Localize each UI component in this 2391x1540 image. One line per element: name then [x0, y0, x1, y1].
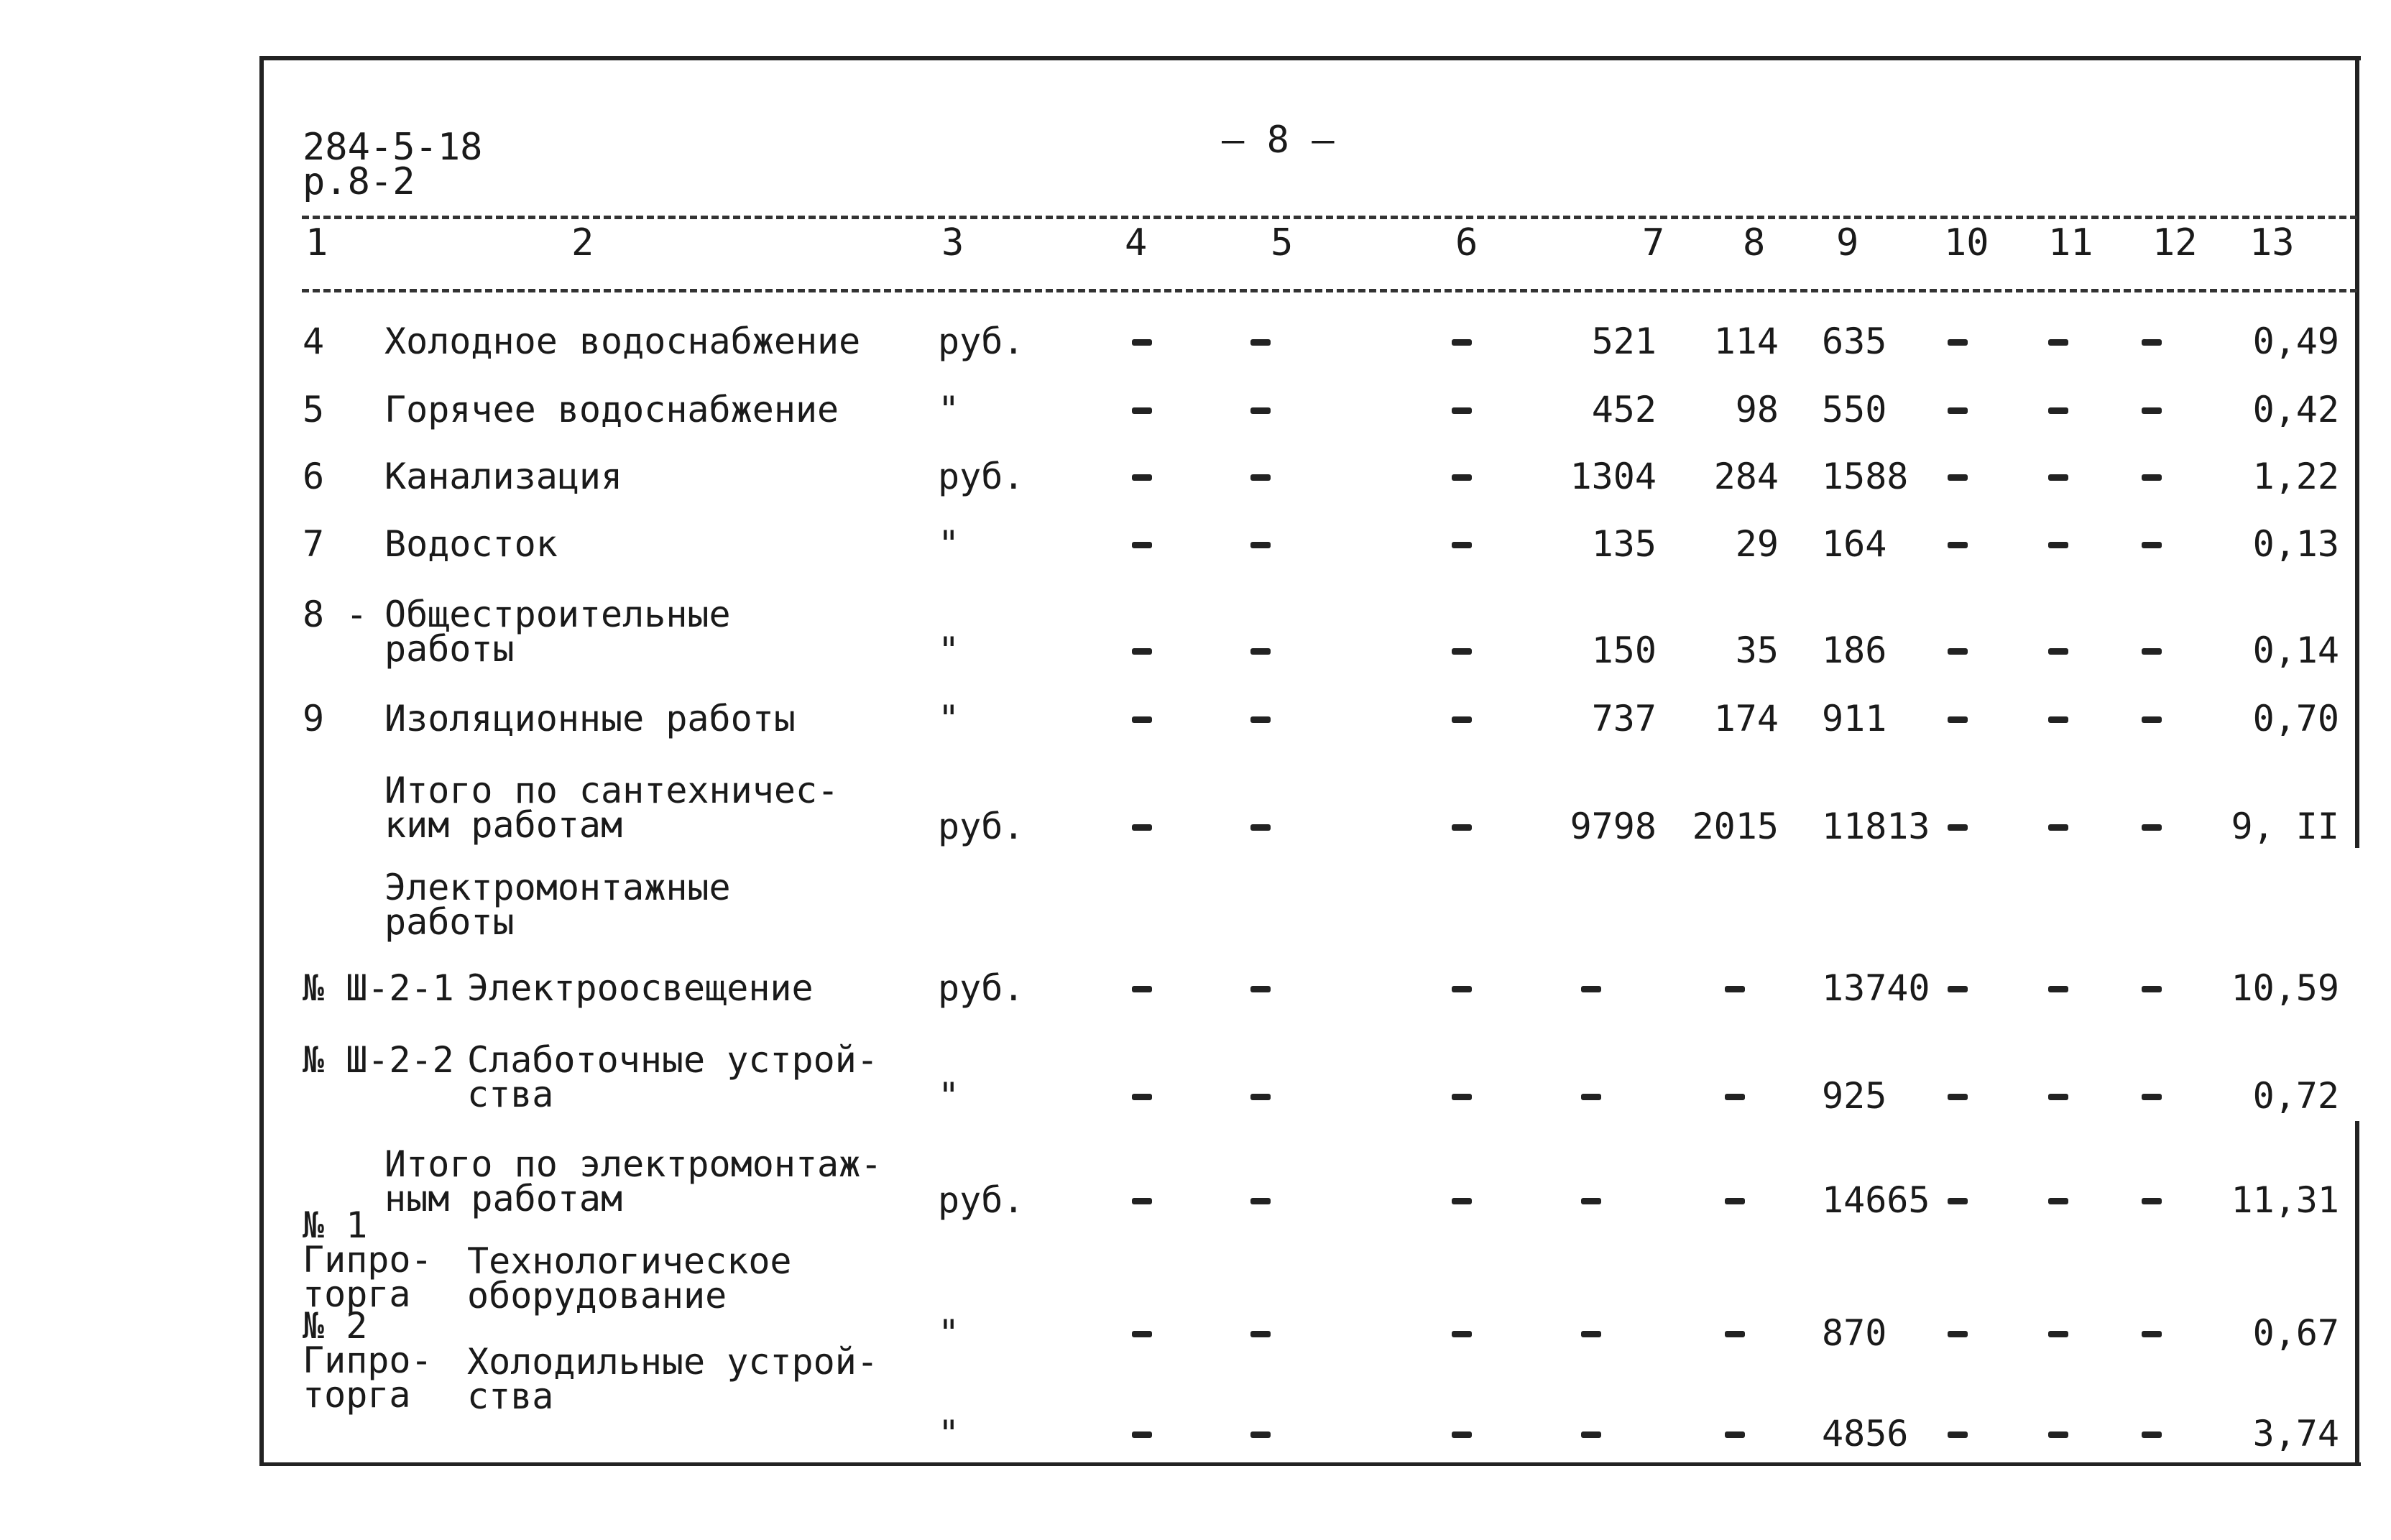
cell-unit: руб.	[938, 456, 1025, 497]
row-number: 8 -	[303, 594, 368, 635]
cell-c9: 635	[1822, 321, 1887, 362]
column-header-1: 1	[305, 221, 328, 264]
row-name: оборудование	[467, 1275, 727, 1317]
cell-unit: "	[938, 389, 960, 430]
cell-unit: "	[938, 1413, 960, 1454]
row-name: ства	[467, 1074, 554, 1115]
dash-mark-c4	[1132, 1094, 1152, 1100]
cell-c9: 4856	[1822, 1413, 1909, 1454]
dash-mark-c6	[1452, 986, 1472, 992]
cell-unit: руб.	[938, 1179, 1025, 1221]
row-name: Горячее водоснабжение	[384, 389, 839, 430]
dash-mark-c4	[1132, 986, 1152, 992]
cell-c7: 737	[1591, 698, 1657, 739]
dash-mark-c5	[1250, 1198, 1271, 1204]
row-name: ства	[467, 1375, 554, 1417]
dash-mark-c4	[1132, 716, 1152, 723]
row-number: 7	[303, 523, 325, 565]
column-header-3: 3	[941, 221, 964, 264]
row-number: торга	[303, 1273, 411, 1315]
dash-mark-c10	[1948, 986, 1968, 992]
dash-mark-c7	[1581, 986, 1601, 992]
row-name: Электроосвещение	[467, 967, 814, 1009]
row-number: № Ш-2-1	[303, 967, 454, 1009]
column-header-8: 8	[1743, 221, 1766, 264]
cell-unit: "	[938, 630, 960, 671]
row-number: 6	[303, 456, 325, 497]
row-number: 4	[303, 321, 325, 362]
cell-c13: 0,13	[2252, 523, 2339, 565]
cell-c7: 150	[1591, 630, 1657, 671]
dash-mark-c8	[1725, 1331, 1745, 1337]
cell-c13: 0,42	[2252, 389, 2339, 430]
dash-mark-c7	[1581, 1094, 1601, 1100]
dash-mark-c5	[1250, 339, 1271, 346]
row-number: торга	[303, 1374, 411, 1416]
row-number: № 2	[303, 1305, 368, 1347]
dash-mark-c5	[1250, 1094, 1271, 1100]
dash-mark-c7	[1581, 1331, 1601, 1337]
row-number: № 1	[303, 1204, 368, 1246]
dash-mark-c5	[1250, 1331, 1271, 1337]
dash-mark-c4	[1132, 824, 1152, 831]
cell-c9: 14665	[1822, 1179, 1930, 1221]
cell-c13: 3,74	[2252, 1413, 2339, 1454]
cell-c13: 9, II	[2231, 806, 2339, 847]
row-name: Итого по сантехничес-	[384, 770, 839, 811]
cell-c7: 521	[1591, 321, 1657, 362]
column-header-5: 5	[1271, 221, 1294, 264]
dash-mark-c4	[1132, 474, 1152, 481]
cell-c13: 10,59	[2231, 967, 2339, 1009]
row-name: Технологическое	[467, 1240, 792, 1282]
column-header-9: 9	[1836, 221, 1859, 264]
column-header-4: 4	[1125, 221, 1148, 264]
dash-mark-c4	[1132, 542, 1152, 548]
row-name: Изоляционные работы	[384, 698, 796, 739]
cell-c8: 114	[1713, 321, 1779, 362]
column-header-13: 13	[2249, 221, 2295, 264]
dash-mark-c5	[1250, 716, 1271, 723]
dash-mark-c4	[1132, 407, 1152, 414]
row-name: работы	[384, 901, 515, 943]
dash-mark-c5	[1250, 1431, 1271, 1438]
row-name: ным работам	[384, 1178, 623, 1219]
row-name: работы	[384, 628, 515, 670]
column-header-11: 11	[2048, 221, 2093, 264]
dash-mark-c6	[1452, 1198, 1472, 1204]
cell-c8: 2015	[1692, 806, 1779, 847]
dash-mark-c5	[1250, 648, 1271, 655]
dash-mark-c8	[1725, 986, 1745, 992]
header-rule-top	[302, 216, 2357, 219]
dash-mark-c4	[1132, 1431, 1152, 1438]
dash-mark-c10	[1948, 474, 1968, 481]
cell-c9: 13740	[1822, 967, 1930, 1009]
cell-unit: руб.	[938, 806, 1025, 847]
frame-right-edge	[2355, 56, 2359, 848]
column-header-6: 6	[1455, 221, 1478, 264]
dash-mark-c4	[1132, 339, 1152, 346]
dash-mark-c8	[1725, 1431, 1745, 1438]
column-header-2: 2	[571, 221, 594, 264]
cell-c13: 0,70	[2252, 698, 2339, 739]
dash-mark-c6	[1452, 1431, 1472, 1438]
row-name: Слаботочные устрой-	[467, 1039, 878, 1081]
cell-c9: 550	[1822, 389, 1887, 430]
cell-unit: руб.	[938, 967, 1025, 1009]
row-name: ким работам	[384, 804, 623, 846]
cell-c13: 0,67	[2252, 1312, 2339, 1354]
row-name: Общестроительные	[384, 594, 731, 635]
cell-c8: 35	[1735, 630, 1779, 671]
cell-c13: 0,49	[2252, 321, 2339, 362]
dash-mark-c7	[1581, 1198, 1601, 1204]
dash-mark-c8	[1725, 1094, 1745, 1100]
cell-c13: 0,72	[2252, 1075, 2339, 1117]
header-rule-bottom	[302, 289, 2357, 292]
dash-mark-c5	[1250, 824, 1271, 831]
dash-mark-c10	[1948, 1094, 1968, 1100]
cell-c8: 174	[1713, 698, 1779, 739]
dash-mark-c4	[1132, 1198, 1152, 1204]
cell-unit: "	[938, 523, 960, 565]
column-header-12: 12	[2152, 221, 2198, 264]
column-header-10: 10	[1944, 221, 1989, 264]
column-header-7: 7	[1642, 221, 1665, 264]
cell-c9: 1588	[1822, 456, 1909, 497]
dash-mark-c6	[1452, 1094, 1472, 1100]
cell-c8: 284	[1713, 456, 1779, 497]
dash-mark-c10	[1948, 824, 1968, 831]
cell-c9: 911	[1822, 698, 1887, 739]
cell-c9: 164	[1822, 523, 1887, 565]
row-number: 9	[303, 698, 325, 739]
cell-c13: 1,22	[2252, 456, 2339, 497]
row-name: Холодное водоснабжение	[384, 321, 861, 362]
dash-mark-c10	[1948, 1431, 1968, 1438]
row-name: Итого по электромонтаж-	[384, 1143, 883, 1185]
row-name: Холодильные устрой-	[467, 1341, 878, 1383]
dash-mark-c5	[1250, 474, 1271, 481]
cell-c7: 135	[1591, 523, 1657, 565]
row-number: 5	[303, 389, 325, 430]
cell-c13: 0,14	[2252, 630, 2339, 671]
page-number: — 8 —	[1222, 119, 1335, 162]
row-name: Водосток	[384, 523, 558, 565]
dash-mark-c10	[1948, 407, 1968, 414]
dash-mark-c10	[1948, 339, 1968, 346]
dash-mark-c10	[1948, 716, 1968, 723]
dash-mark-c10	[1948, 648, 1968, 655]
doc-section: р.8-2	[303, 160, 415, 203]
cell-c8: 29	[1735, 523, 1779, 565]
cell-unit: "	[938, 1312, 960, 1354]
cell-c9: 186	[1822, 630, 1887, 671]
dash-mark-c7	[1581, 1431, 1601, 1438]
dash-mark-c5	[1250, 407, 1271, 414]
row-number: Гипро-	[303, 1239, 433, 1281]
row-number: Гипро-	[303, 1340, 433, 1381]
dash-mark-c4	[1132, 1331, 1152, 1337]
dash-mark-c6	[1452, 1331, 1472, 1337]
cell-unit: "	[938, 1075, 960, 1117]
cell-c9: 925	[1822, 1075, 1887, 1117]
cell-c8: 98	[1735, 389, 1779, 430]
row-number: № Ш-2-2	[303, 1039, 454, 1081]
dash-mark-c5	[1250, 542, 1271, 548]
row-name: Электромонтажные	[384, 867, 731, 908]
cell-c9: 11813	[1822, 806, 1930, 847]
cell-c7: 1304	[1570, 456, 1657, 497]
dash-mark-c10	[1948, 542, 1968, 548]
row-name: Канализация	[384, 456, 623, 497]
cell-unit: "	[938, 698, 960, 739]
dash-mark-c10	[1948, 1331, 1968, 1337]
cell-c9: 870	[1822, 1312, 1887, 1354]
cell-unit: руб.	[938, 321, 1025, 362]
dash-mark-c4	[1132, 648, 1152, 655]
dash-mark-c10	[1948, 1198, 1968, 1204]
cell-c7: 452	[1591, 389, 1657, 430]
cell-c7: 9798	[1570, 806, 1657, 847]
frame-right-edge-lower	[2355, 1121, 2359, 1466]
dash-mark-c8	[1725, 1198, 1745, 1204]
dash-mark-c5	[1250, 986, 1271, 992]
doc-code: 284-5-18	[303, 126, 483, 169]
cell-c13: 11,31	[2231, 1179, 2339, 1221]
